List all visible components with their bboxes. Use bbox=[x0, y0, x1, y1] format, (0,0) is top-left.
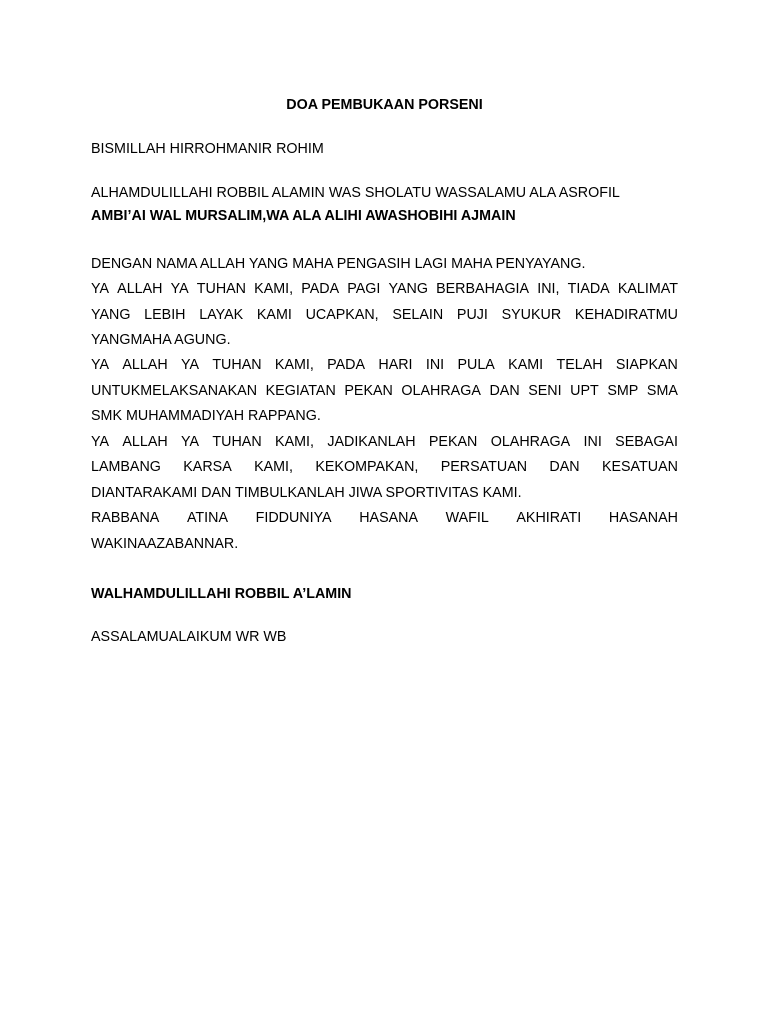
word: LAMBANG bbox=[91, 459, 161, 475]
word: ATINA bbox=[186, 510, 228, 526]
word: SEBAGAI bbox=[615, 434, 678, 450]
word: PAGI bbox=[347, 281, 381, 297]
word: PERSATUAN bbox=[440, 459, 528, 475]
word: ALLAH bbox=[122, 357, 168, 373]
word: PADA bbox=[301, 281, 340, 297]
word: SMP bbox=[607, 383, 639, 399]
word: KALIMAT bbox=[617, 281, 678, 297]
word: FIDDUNIYA bbox=[255, 510, 332, 526]
word: RABBANA bbox=[91, 510, 160, 526]
word: TUHAN bbox=[196, 281, 247, 297]
body-line bbox=[91, 382, 678, 400]
word: YA bbox=[181, 434, 200, 450]
body-line bbox=[91, 433, 678, 451]
word: SIAPKAN bbox=[615, 357, 678, 373]
word: TELAH bbox=[556, 357, 603, 373]
word: DAN bbox=[549, 459, 580, 475]
word: KAMI, bbox=[274, 357, 314, 373]
word: TUHAN bbox=[212, 434, 262, 450]
word: HASANAH bbox=[608, 510, 678, 526]
body-line: DIANTARAKAMI DAN TIMBULKANLAH JIWA SPORTIVITAS KAMI. bbox=[91, 485, 522, 501]
word: ALLAH bbox=[122, 434, 168, 450]
word: TIADA bbox=[567, 281, 610, 297]
word: YA bbox=[170, 281, 189, 297]
word: KESATUAN bbox=[601, 459, 678, 475]
word: LAYAK bbox=[199, 307, 244, 323]
word: YANG bbox=[388, 281, 428, 297]
word: KEHADIRATMU bbox=[574, 307, 678, 323]
word: INI, bbox=[537, 281, 560, 297]
body-line: DENGAN NAMA ALLAH YANG MAHA PENGASIH LAGI MAHA PENYAYANG. bbox=[91, 256, 586, 272]
word: YANG bbox=[91, 307, 131, 323]
salawat-line-1: ALHAMDULILLAHI ROBBIL ALAMIN WAS SHOLATU WASSALAMU ALA ASROFIL bbox=[91, 185, 620, 201]
salawat-line-2: AMBI’AI WAL MURSALIM,WA ALA ALIHI AWASHOBIHI AJMAIN bbox=[91, 208, 516, 224]
word: KARSA bbox=[183, 459, 232, 475]
opening-line: BISMILLAH HIRROHMANIR ROHIM bbox=[91, 141, 324, 157]
word: KAMI bbox=[508, 357, 544, 373]
word: KEKOMPAKAN, bbox=[315, 459, 419, 475]
word: KEGIATAN bbox=[265, 383, 336, 399]
word: SMA bbox=[646, 383, 678, 399]
word: KAMI, bbox=[275, 434, 314, 450]
word: YA bbox=[91, 281, 110, 297]
word: YA bbox=[180, 357, 199, 373]
word: AKHIRATI bbox=[516, 510, 582, 526]
word: HARI bbox=[378, 357, 413, 373]
word: YA bbox=[91, 357, 110, 373]
word: WAFIL bbox=[445, 510, 489, 526]
word: JADIKANLAH bbox=[327, 434, 416, 450]
word: KAMI, bbox=[254, 459, 294, 475]
body-line bbox=[91, 458, 678, 476]
body-line: WAKINAAZABANNAR. bbox=[91, 536, 239, 552]
word: PULA bbox=[457, 357, 495, 373]
word: INI bbox=[425, 357, 445, 373]
word: OLAHRAGA bbox=[490, 434, 571, 450]
word: TUHAN bbox=[212, 357, 262, 373]
word: LEBIH bbox=[144, 307, 186, 323]
body-line: YANGMAHA AGUNG. bbox=[91, 332, 231, 348]
greeting-line: ASSALAMUALAIKUM WR WB bbox=[91, 629, 287, 645]
word: SENI bbox=[528, 383, 562, 399]
word: KAMI bbox=[256, 307, 292, 323]
body-line bbox=[91, 280, 678, 298]
body-line bbox=[91, 306, 678, 324]
body-line bbox=[91, 509, 678, 527]
word: DAN bbox=[489, 383, 520, 399]
body-line: SMK MUHAMMADIYAH RAPPANG. bbox=[91, 408, 321, 424]
closing-line: WALHAMDULILLAHI ROBBIL A’LAMIN bbox=[91, 586, 352, 602]
word: HASANA bbox=[359, 510, 419, 526]
word: UNTUKMELAKSANAKAN bbox=[91, 383, 258, 399]
word: KAMI, bbox=[254, 281, 294, 297]
word: BERBAHAGIA bbox=[436, 281, 530, 297]
word: SYUKUR bbox=[501, 307, 562, 323]
word: PUJI bbox=[456, 307, 488, 323]
word: UPT bbox=[570, 383, 599, 399]
word: UCAPKAN, bbox=[305, 307, 379, 323]
document-title: DOA PEMBUKAAN PORSENI bbox=[286, 97, 483, 113]
body-line bbox=[91, 356, 678, 374]
word: ALLAH bbox=[117, 281, 163, 297]
word: SELAIN bbox=[392, 307, 444, 323]
word: PEKAN bbox=[428, 434, 478, 450]
word: OLAHRAGA bbox=[401, 383, 481, 399]
word: PEKAN bbox=[344, 383, 393, 399]
word: INI bbox=[583, 434, 602, 450]
word: YA bbox=[91, 434, 110, 450]
word: PADA bbox=[327, 357, 366, 373]
